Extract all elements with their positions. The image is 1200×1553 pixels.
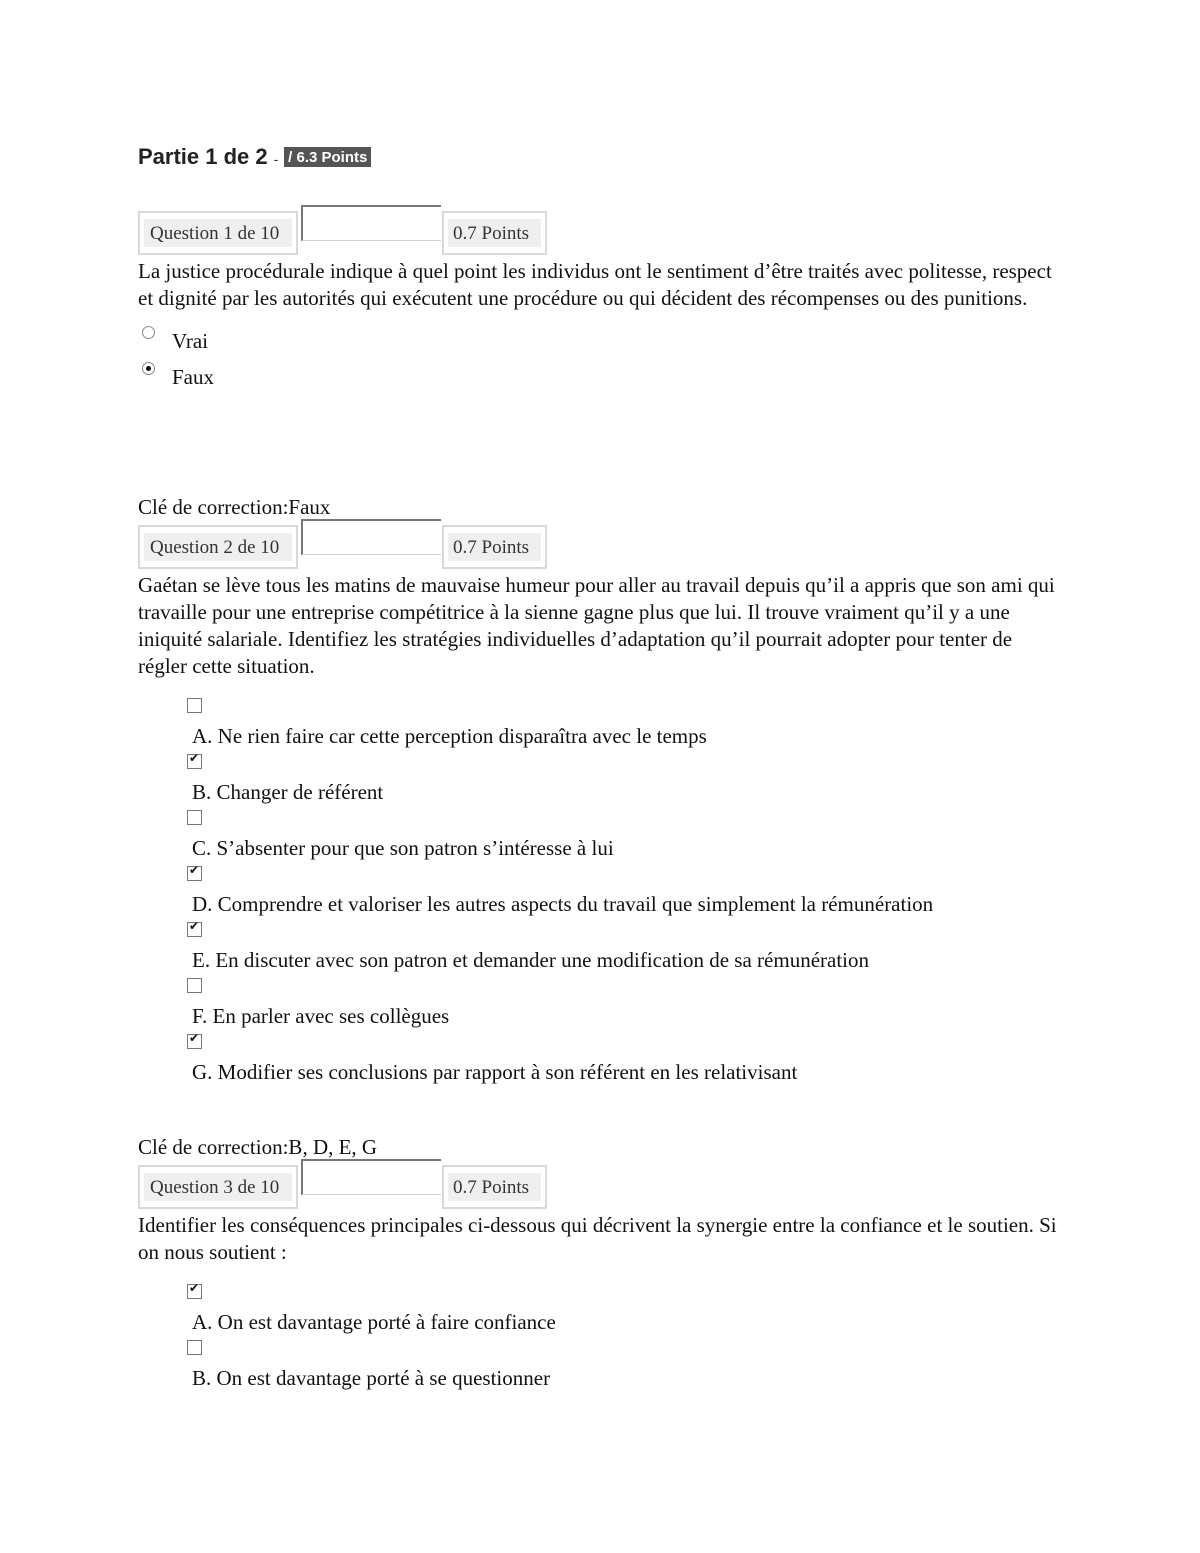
answer-key-2: Clé de correction:B, D, E, G [138,1135,378,1159]
checkbox-option-b[interactable] [187,754,1058,810]
option-label: A. On est davantage porté à faire confiance [192,1310,556,1334]
question-text: Gaétan se lève tous les matins de mauvaise humeur pour aller au travail depuis qu’il a appris que son ami qui travaille pour une entreprise compétitrice à la sienne gagne plus que lui. Il trouve vraiment qu’il y a une iniquité salariale. Identifiez les stratégies individuelles d’adaptation qu’il pourrait adopter pour tenter de régler cette situation. [138,573,1055,678]
checkbox-options [187,1284,1058,1396]
checkbox-option-b[interactable] [187,1340,1058,1396]
radio-button-selected[interactable] [142,362,155,375]
part-header [138,144,371,170]
checkbox-checked[interactable] [187,754,202,769]
checkbox-checked[interactable] [187,1034,202,1049]
question-points-label: 0.7 Points [442,211,547,255]
question-block-3 [138,1159,1058,1396]
option-label: G. Modifier ses conclusions par rapport à son référent en les relativisant [192,1060,798,1084]
question-points-label: 0.7 Points [442,1165,547,1209]
score-input[interactable] [301,519,441,555]
checkbox-checked[interactable] [187,922,202,937]
option-label: Vrai [172,329,209,353]
checkbox[interactable] [187,1340,202,1355]
question-block-1 [138,205,1058,398]
checkbox-option-e[interactable] [187,922,1058,978]
checkbox[interactable] [187,698,202,713]
score-input[interactable] [301,1159,441,1195]
option-label: D. Comprendre et valoriser les autres aspects du travail que simplement la rémunération [192,892,934,916]
question-text: La justice procédurale indique à quel point les individus ont le sentiment d’être traités avec politesse, respect et dignité par les autorités qui exécutent une procédure ou qui décident des récompenses ou des punitions. [138,259,1052,310]
part-points-badge: / 6.3 Points [284,147,371,167]
option-label: F. En parler avec ses collègues [192,1004,450,1028]
option-label: Faux [172,365,214,389]
radio-option-faux[interactable] [138,362,1058,398]
option-label: B. On est davantage porté à se questionner [192,1366,551,1390]
checkbox-checked[interactable] [187,866,202,881]
question-points-label: 0.7 Points [442,525,547,569]
score-input[interactable] [301,205,441,241]
checkbox-option-a[interactable] [187,1284,1058,1340]
checkbox-option-c[interactable] [187,810,1058,866]
checkbox[interactable] [187,810,202,825]
question-header [138,205,1058,255]
question-header [138,1159,1058,1209]
checkbox-option-a[interactable] [187,698,1058,754]
question-block-2 [138,519,1058,1090]
checkbox-option-d[interactable] [187,866,1058,922]
checkbox-options [187,698,1058,1090]
checkbox-checked[interactable] [187,1284,202,1299]
part-dash: - [273,151,279,167]
question-number-label: Question 1 de 10 [138,211,298,255]
option-label: C. S’absenter pour que son patron s’intéresse à lui [192,836,614,860]
radio-button[interactable] [142,326,155,339]
checkbox[interactable] [187,978,202,993]
checkbox-option-g[interactable] [187,1034,1058,1090]
option-label: E. En discuter avec son patron et demander une modification de sa rémunération [192,948,870,972]
answer-key-1: Clé de correction:Faux [138,495,331,519]
question-number-label: Question 2 de 10 [138,525,298,569]
checkbox-option-f[interactable] [187,978,1058,1034]
radio-options [138,326,1058,398]
question-text: Identifier les conséquences principales ci-dessous qui décrivent la synergie entre la confiance et le soutien. Si on nous soutient : [138,1213,1057,1264]
radio-option-vrai[interactable] [138,326,1058,362]
question-header [138,519,1058,569]
question-number-label: Question 3 de 10 [138,1165,298,1209]
option-label: B. Changer de référent [192,780,384,804]
part-title: Partie 1 de 2 [138,144,268,169]
option-label: A. Ne rien faire car cette perception disparaîtra avec le temps [192,724,707,748]
